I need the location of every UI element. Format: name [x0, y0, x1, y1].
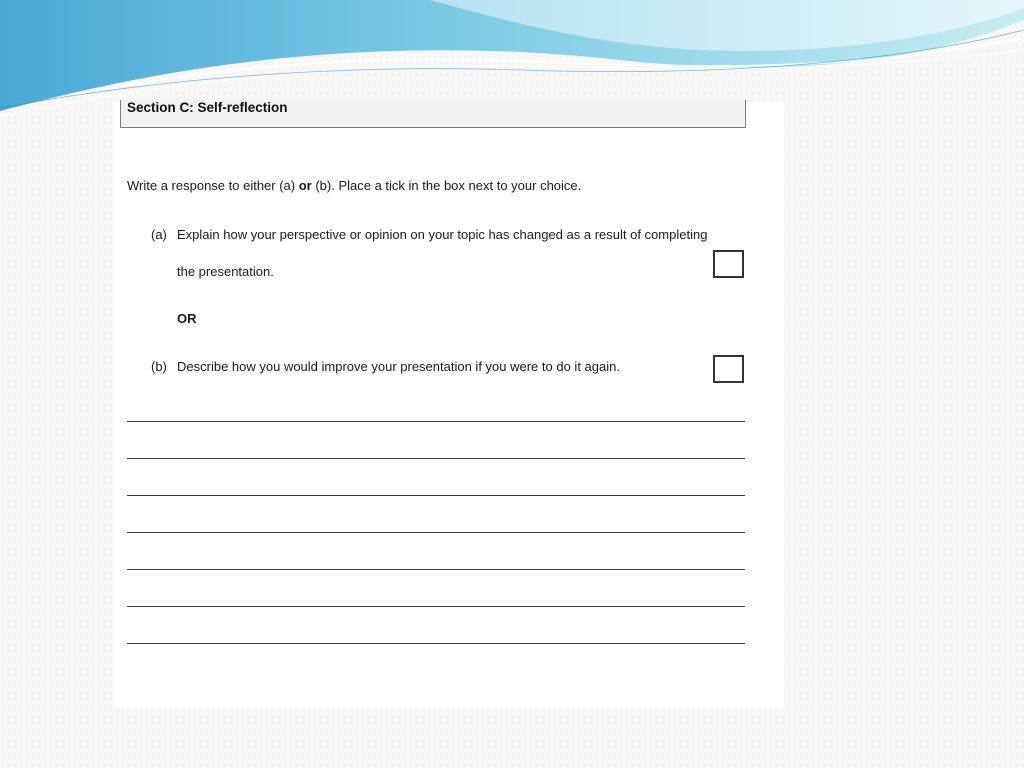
option-a-line1: Explain how your perspective or opinion on your topic has changed as a result of completing [177, 227, 708, 242]
answer-line [127, 532, 745, 533]
answer-line [127, 569, 745, 570]
option-a-label: (a) [151, 227, 167, 242]
option-a-tick-box[interactable] [713, 250, 744, 278]
option-b-tick-box[interactable] [713, 355, 744, 383]
instruction-bold-or: or [298, 178, 312, 193]
option-b-text: Describe how you would improve your presentation if you were to do it again. [177, 359, 620, 374]
answer-line [127, 606, 745, 607]
section-title: Section C: Self-reflection [127, 100, 288, 115]
answer-line [127, 643, 745, 644]
answer-line [127, 495, 745, 496]
instruction-before: Write a response to either (a) [127, 178, 299, 193]
answer-line [127, 421, 745, 422]
answer-line [127, 458, 745, 459]
worksheet-image [113, 102, 784, 708]
option-b-label: (b) [151, 359, 167, 374]
instruction-text [127, 178, 581, 193]
instruction-after: (b). Place a tick in the box next to your choice. [311, 178, 582, 193]
option-a-line2: the presentation. [177, 264, 274, 279]
section-header-box [120, 100, 746, 128]
or-separator: OR [177, 311, 197, 326]
